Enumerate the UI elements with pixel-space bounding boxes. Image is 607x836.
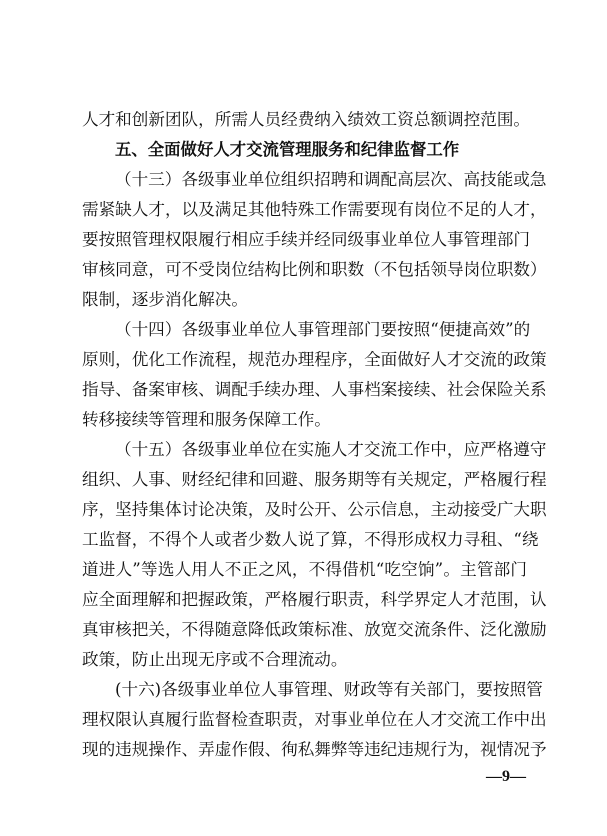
text-line: （十五）各级事业单位在实施人才交流工作中，应严格遵守 <box>115 440 547 459</box>
text-line: 要按照管理权限履行相应手续并经同级事业单位人事管理部门 <box>82 230 531 249</box>
text-line: 限制，逐步消化解决。 <box>82 290 248 309</box>
text-line: 序，坚持集体讨论决策，及时公开、公示信息，主动接受广大职 <box>82 500 547 519</box>
text-line: 转移接续等管理和服务保障工作。 <box>82 410 331 429</box>
text-line: （十四）各级事业单位人事管理部门要按照“便捷高效”的 <box>115 320 531 339</box>
text-line: 工监督，不得个人或者少数人说了算，不得形成权力寻租、“绕 <box>82 530 539 549</box>
text-line: 指导、备案审核、调配手续办理、人事档案接续、社会保险关系 <box>82 380 547 399</box>
text-line: （十三）各级事业单位组织招聘和调配高层次、高技能或急 <box>115 170 547 189</box>
text-line: 政策，防止出现无序或不合理流动。 <box>82 650 348 669</box>
text-line: 道进人”等选人用人不正之风，不得借机“吃空饷”。主管部门 <box>82 560 527 579</box>
text-line: 理权限认真履行监督检查职责，对事业单位在人才交流工作中出 <box>82 710 547 729</box>
text-line: 组织、人事、财经纪律和回避、服务期等有关规定，严格履行程 <box>82 470 547 489</box>
section-heading: 五、全面做好人才交流管理服务和纪律监督工作 <box>115 140 460 159</box>
text-line: 原则，优化工作流程，规范办理程序，全面做好人才交流的政策 <box>82 350 547 369</box>
text-line: 需紧缺人才，以及满足其他特殊工作需要现有岗位不足的人才， <box>82 200 547 219</box>
text-line: 人才和创新团队，所需人员经费纳入绩效工资总额调控范围。 <box>82 110 531 129</box>
text-line: 审核同意，可不受岗位结构比例和职数（不包括领导岗位职数） <box>82 260 547 279</box>
text-line: 现的违规操作、弄虚作假、徇私舞弊等违纪违规行为，视情况予 <box>82 740 547 759</box>
text-line: 真审核把关，不得随意降低政策标准、放宽交流条件、泛化激励 <box>82 620 547 639</box>
text-line: 应全面理解和把握政策，严格履行职责，科学界定人才范围，认 <box>82 590 547 609</box>
text-line: (十六)各级事业单位人事管理、财政等有关部门，要按照管 <box>115 680 543 699</box>
page-number: —9— <box>486 768 526 785</box>
